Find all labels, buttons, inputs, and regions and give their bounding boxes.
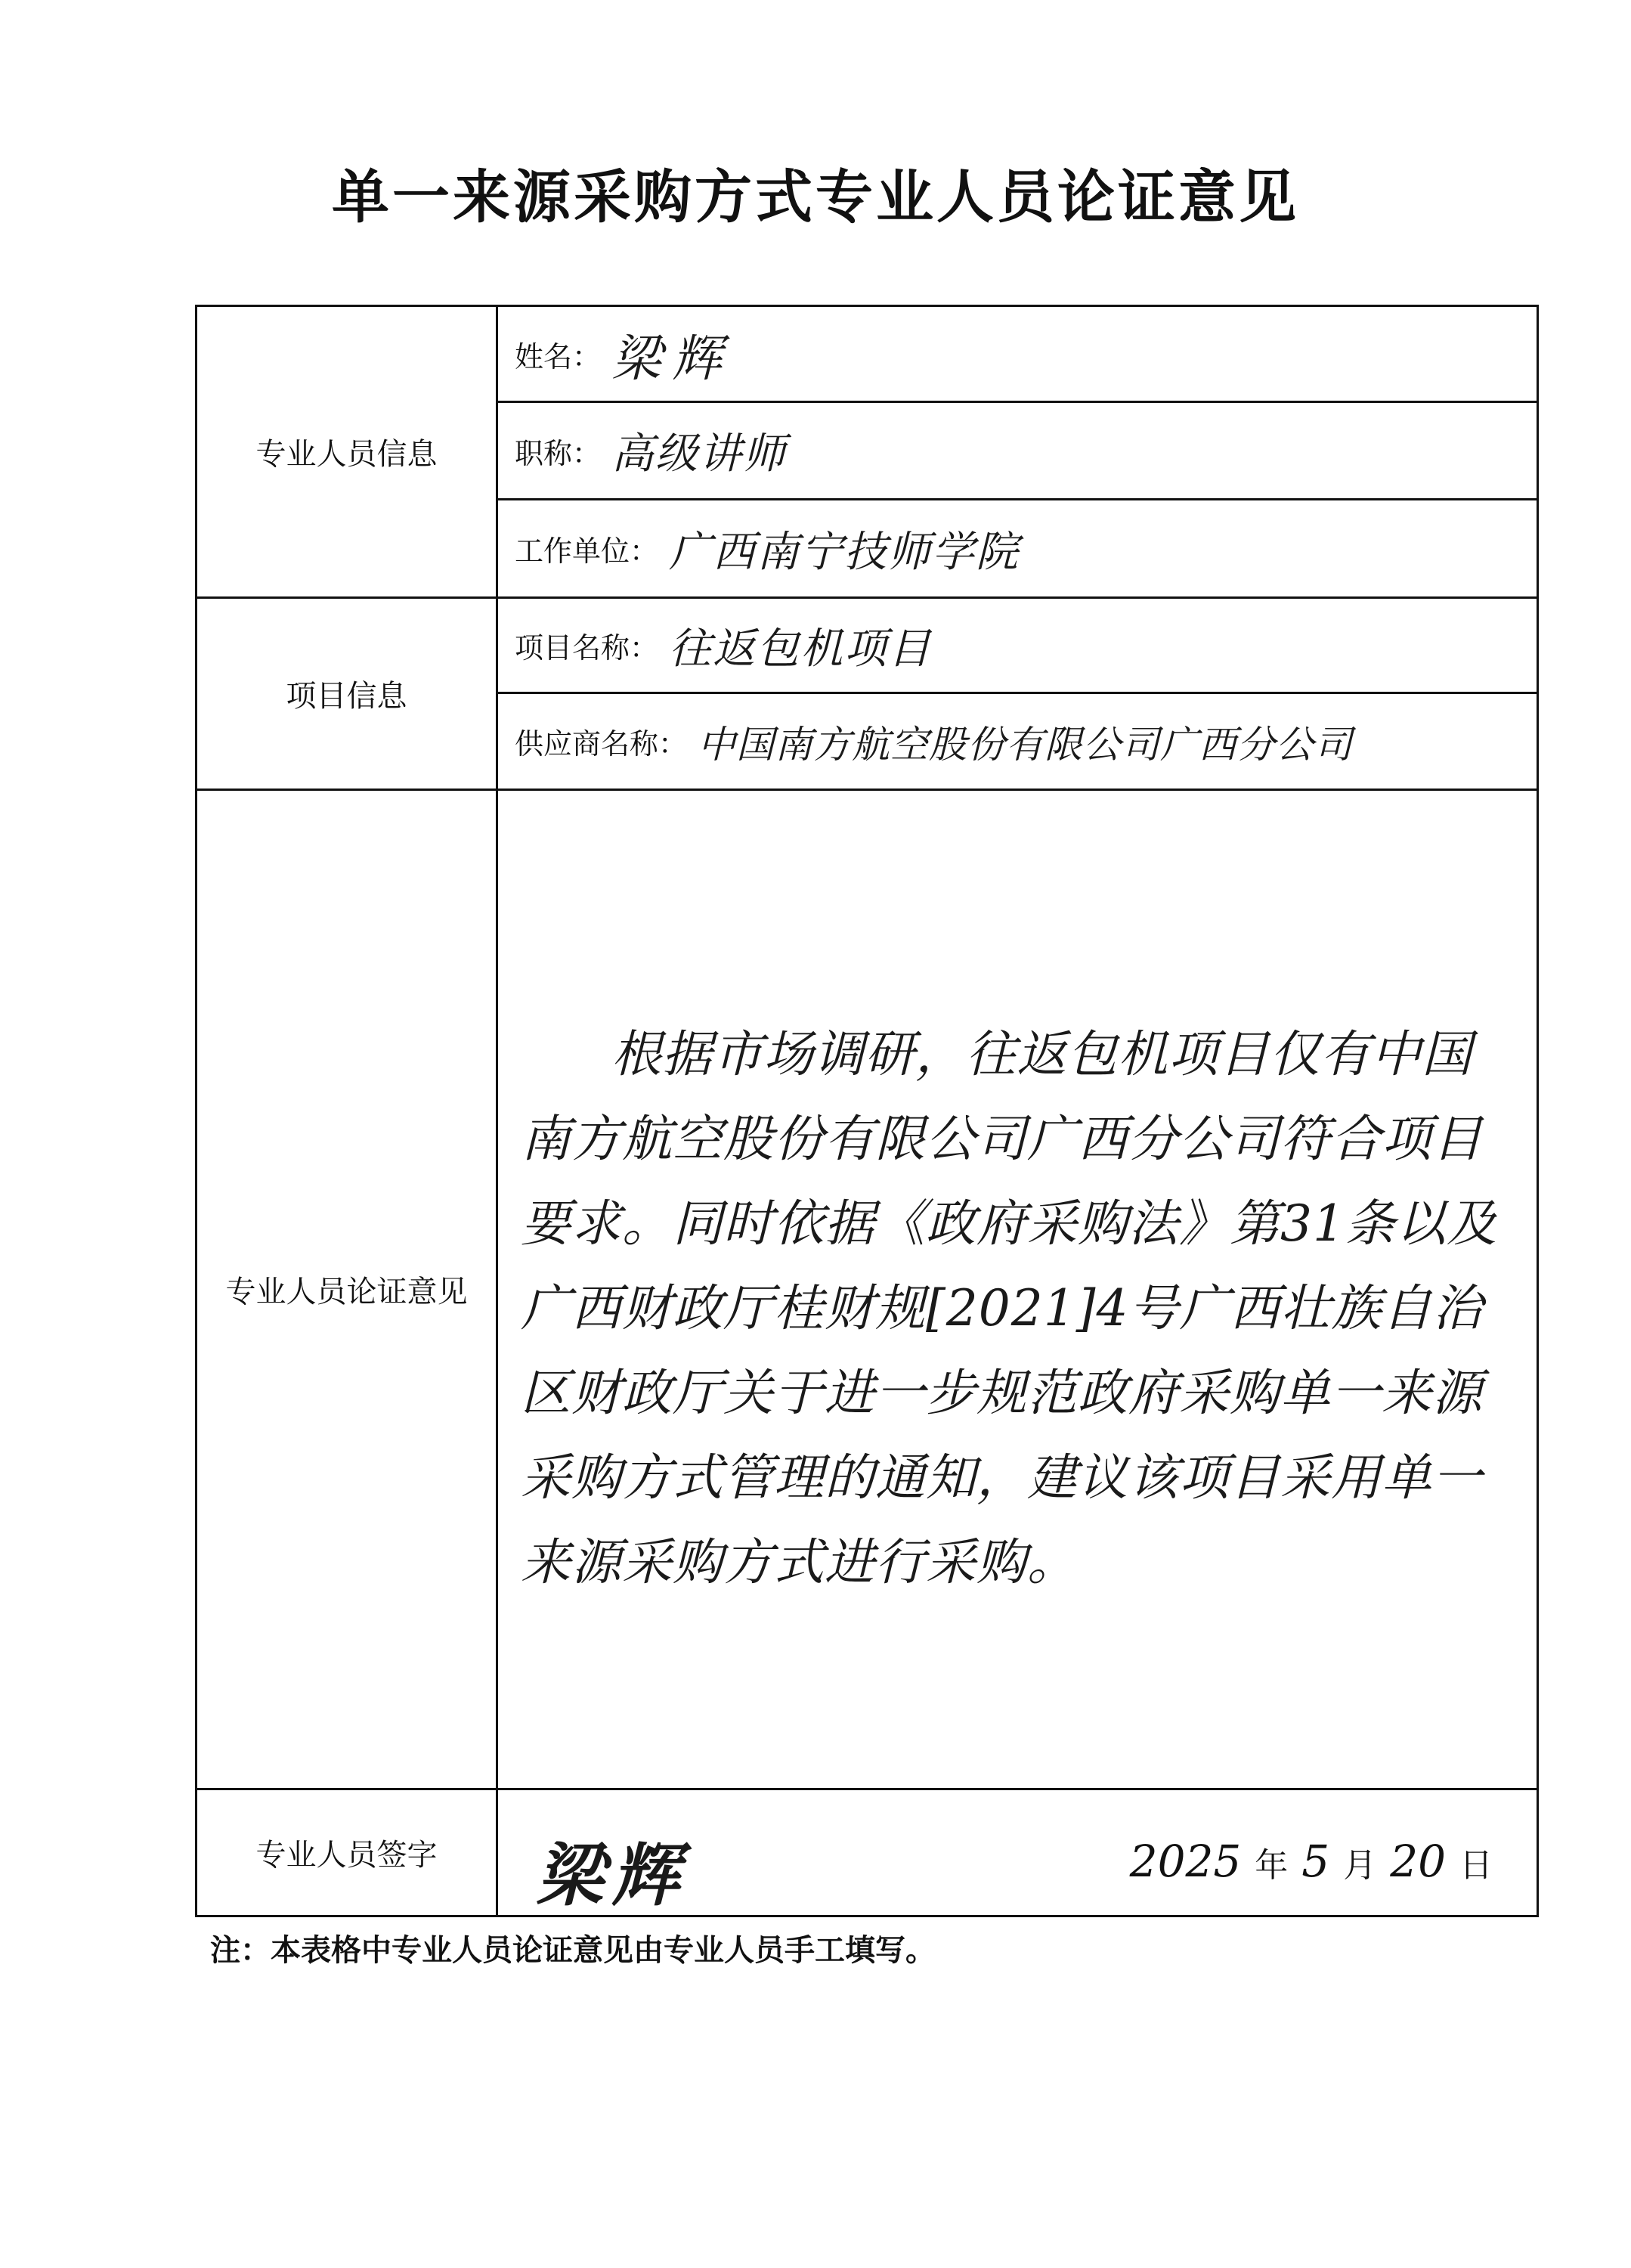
expert-name-value: 梁辉	[611, 329, 733, 388]
date-day: 20	[1390, 1836, 1446, 1887]
project-name-field	[497, 598, 1538, 693]
expert-info-section-label: 专业人员信息	[197, 306, 497, 598]
expert-title-value: 高级讲师	[611, 429, 788, 479]
signature-date	[1116, 1836, 1493, 1887]
supplier-name-label: 供应商名称：	[515, 727, 688, 761]
signature-section-label: 专业人员签字	[197, 1789, 497, 1916]
project-info-section-label: 项目信息	[197, 598, 497, 790]
opinion-form-table	[195, 305, 1539, 1917]
footnote: 注：本表格中专业人员论证意见由专业人员手工填写。	[210, 1933, 936, 1968]
handwritten-signature: 梁辉	[536, 1836, 687, 1916]
supplier-name-field	[497, 693, 1538, 790]
date-day-unit: 日	[1459, 1846, 1493, 1885]
expert-title-label: 职称：	[515, 436, 602, 470]
document-title: 单一来源采购方式专业人员论证意见	[332, 163, 1299, 231]
date-month: 5	[1301, 1836, 1330, 1887]
project-name-label: 项目名称：	[515, 631, 659, 665]
expert-unit-field	[497, 500, 1538, 598]
date-month-unit: 月	[1343, 1846, 1377, 1885]
date-year: 2025	[1129, 1836, 1242, 1887]
project-name-value: 往返包机项目	[669, 624, 933, 674]
expert-name-label: 姓名：	[515, 339, 602, 373]
opinion-section-label: 专业人员论证意见	[197, 790, 497, 1789]
expert-unit-label: 工作单位：	[515, 534, 659, 568]
expert-name-field	[497, 306, 1538, 402]
supplier-name-value: 中国南方航空股份有限公司广西分公司	[698, 722, 1354, 767]
expert-unit-value: 广西南宁技师学院	[669, 527, 1020, 577]
signature-cell	[497, 1789, 1538, 1916]
expert-title-field	[497, 402, 1538, 500]
date-year-unit: 年	[1255, 1846, 1289, 1885]
opinion-cell	[497, 790, 1538, 1789]
opinion-text: 根据市场调研，往返包机项目仅有中国南方航空股份有限公司广西分公司符合项目要求。同时依据《政府采购法》第31条以及广西财政厅桂财规[2021]4号广西壮族自治区财政厅关于进一步规范政府采购单一来源采购方式管理的通知，建议该项目采用单一来源采购方式进行采购。	[521, 1024, 1497, 1591]
